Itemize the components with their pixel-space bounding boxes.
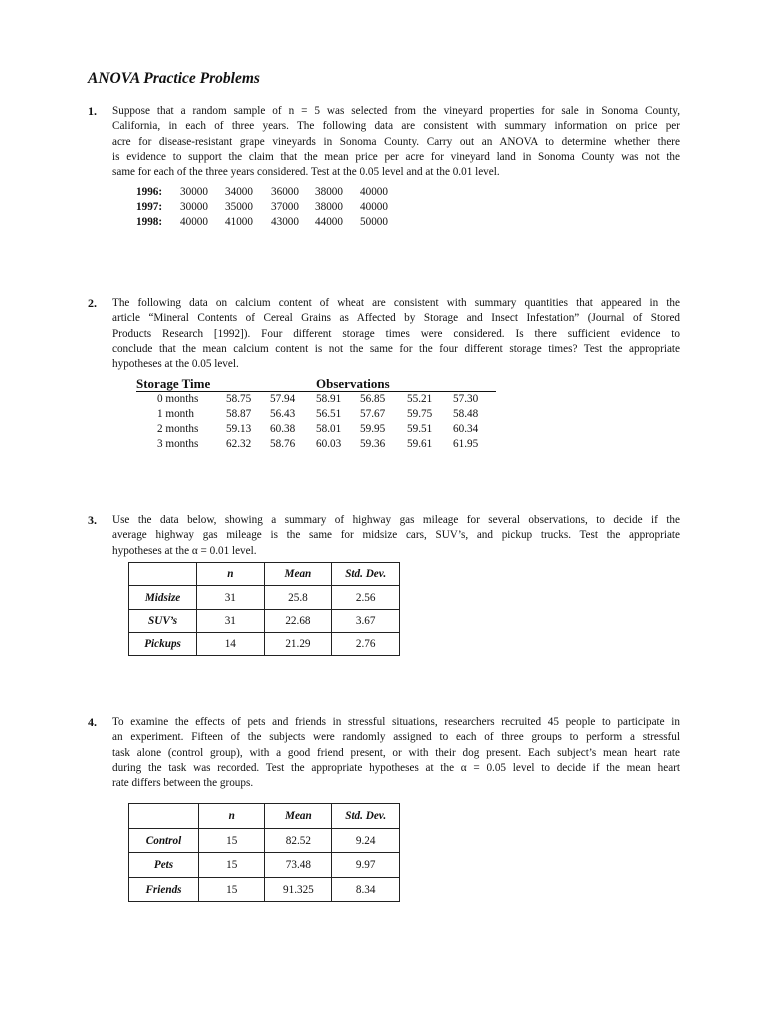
- row-label: Midsize: [129, 586, 197, 610]
- header-cell: Mean: [264, 563, 332, 586]
- text-line: rate differs between the groups.: [112, 777, 254, 790]
- cell: 60.38: [270, 423, 296, 435]
- year-label: 1997:: [136, 201, 163, 213]
- cell: 25.8: [264, 586, 332, 610]
- text-line: hypotheses at the 0.05 level.: [112, 358, 239, 371]
- cell: 15: [199, 853, 265, 878]
- year-label: 1998:: [136, 216, 163, 228]
- price-value: 30000: [180, 186, 208, 198]
- problem-number: 1.: [88, 104, 97, 118]
- column-header: Observations: [316, 376, 390, 391]
- price-value: 40000: [360, 201, 388, 213]
- price-value: 38000: [315, 201, 343, 213]
- cell: 2.76: [332, 633, 400, 656]
- price-value: 40000: [180, 216, 208, 228]
- cell: 58.75: [226, 393, 252, 405]
- price-value: 34000: [225, 186, 253, 198]
- cell: 60.34: [453, 423, 479, 435]
- cell: 58.91: [316, 393, 342, 405]
- price-value: 43000: [271, 216, 299, 228]
- column-header: Storage Time: [136, 376, 211, 391]
- mileage-table: [128, 562, 400, 656]
- cell: 56.43: [270, 408, 296, 420]
- price-value: 41000: [225, 216, 253, 228]
- cell: 82.52: [265, 829, 332, 853]
- cell: 58.76: [270, 438, 296, 450]
- problem-text: [112, 715, 680, 791]
- text-line: an experiment. Fifteen of the subjects were randomly assigned to each of three groups to perform a stressful: [112, 731, 680, 744]
- cell: 57.94: [270, 393, 296, 405]
- price-value: 36000: [271, 186, 299, 198]
- cell: 55.21: [407, 393, 433, 405]
- text-line: Products Research [1992]). Four different storage times were considered. Is there sufficient evidence to: [112, 327, 680, 340]
- text-line: conclude that the mean calcium content is not the same for the four different storage times? Test the appropriate: [112, 342, 680, 355]
- header-rule: [136, 391, 496, 392]
- text-line: Use the data below, showing a summary of highway gas mileage for several observations, to decide if the: [112, 514, 680, 526]
- price-value: 30000: [180, 201, 208, 213]
- table-row: [129, 633, 400, 656]
- header-cell: Std. Dev.: [332, 804, 400, 829]
- cell: 59.51: [407, 423, 433, 435]
- cell: 9.97: [332, 853, 400, 878]
- price-value: 50000: [360, 216, 388, 228]
- cell: 62.32: [226, 438, 252, 450]
- header-cell: [129, 804, 199, 829]
- text-line: acre for disease-resistant grape vineyards in Sonoma County. Carry out an ANOVA to determine whether there: [112, 135, 680, 148]
- row-label: SUV’s: [129, 610, 197, 633]
- table-row: [129, 878, 400, 902]
- price-value: 40000: [360, 186, 388, 198]
- cell: 91.325: [265, 878, 332, 902]
- row-label: Pets: [129, 853, 199, 878]
- text-line: during the task was recorded. Test the appropriate hypotheses at the α = 0.05 level to decide if the mean heart: [112, 761, 680, 774]
- cell: 59.61: [407, 438, 433, 450]
- header-cell: Mean: [265, 804, 332, 829]
- cell: 73.48: [265, 853, 332, 878]
- cell: 60.03: [316, 438, 342, 450]
- cell: 2.56: [332, 586, 400, 610]
- cell: 31: [197, 586, 264, 610]
- row-label: 0 months: [157, 393, 199, 405]
- cell: 59.36: [360, 438, 386, 450]
- table-header-row: [129, 804, 400, 829]
- text-line: article “Mineral Contents of Cereal Grains as Affected by Storage and Insect Infestation” (Journal of Stored: [112, 312, 680, 325]
- cell: 56.51: [316, 408, 342, 420]
- table-row: [129, 829, 400, 853]
- cell: 57.30: [453, 393, 479, 405]
- cell: 58.48: [453, 408, 479, 420]
- text-line: hypotheses at the α = 0.01 level.: [112, 544, 257, 557]
- price-value: 35000: [225, 201, 253, 213]
- cell: 59.13: [226, 423, 252, 435]
- row-label: 2 months: [157, 423, 199, 435]
- cell: 31: [197, 610, 264, 633]
- row-label: 3 months: [157, 438, 199, 450]
- price-value: 44000: [315, 216, 343, 228]
- text-line: Suppose that a random sample of n = 5 was selected from the vineyard properties for sale in Sonoma County,: [112, 105, 680, 117]
- cell: 3.67: [332, 610, 400, 633]
- year-label: 1996:: [136, 186, 163, 198]
- problem-number: 2.: [88, 296, 97, 310]
- row-label: 1 month: [157, 408, 194, 420]
- text-line: same for each of the three years considered. Test at the 0.05 level and at the 0.01 level.: [112, 166, 500, 179]
- text-line: California, in each of three years. The following data are consistent with summary information on price per: [112, 120, 680, 133]
- cell: 22.68: [264, 610, 332, 633]
- cell: 15: [199, 829, 265, 853]
- table-row: [129, 586, 400, 610]
- row-label: Friends: [129, 878, 199, 902]
- problem-number: 4.: [88, 715, 97, 729]
- problem-text: [112, 104, 680, 180]
- cell: 56.85: [360, 393, 386, 405]
- cell: 14: [197, 633, 264, 656]
- cell: 59.75: [407, 408, 433, 420]
- cell: 61.95: [453, 438, 479, 450]
- price-value: 38000: [315, 186, 343, 198]
- text-line: average highway gas mileage is the same for midsize cars, SUV’s, and pickup trucks. Test the appropriate: [112, 529, 680, 542]
- problem-number: 3.: [88, 513, 97, 527]
- cell: 58.87: [226, 408, 252, 420]
- row-label: Control: [129, 829, 199, 853]
- text-line: To examine the effects of pets and friends in stressful situations, researchers recruited 45 people to participate in: [112, 716, 680, 728]
- table-row: [129, 853, 400, 878]
- row-label: Pickups: [129, 633, 197, 656]
- header-cell: n: [197, 563, 264, 586]
- cell: 57.67: [360, 408, 386, 420]
- text-line: The following data on calcium content of wheat are consistent with summary quantities that appeared in the: [112, 297, 680, 309]
- header-cell: Std. Dev.: [332, 563, 400, 586]
- text-line: task alone (control group), with a good friend present, or with their dog present. Each subject’s mean heart rate: [112, 746, 680, 759]
- heart-rate-table: [128, 803, 400, 902]
- cell: 15: [199, 878, 265, 902]
- cell: 21.29: [264, 633, 332, 656]
- price-value: 37000: [271, 201, 299, 213]
- problem-text: [112, 513, 680, 559]
- table-header-row: [129, 563, 400, 586]
- header-cell: n: [199, 804, 265, 829]
- header-cell: [129, 563, 197, 586]
- cell: 59.95: [360, 423, 386, 435]
- cell: 58.01: [316, 423, 342, 435]
- page-title: ANOVA Practice Problems: [88, 70, 260, 87]
- table-row: [129, 610, 400, 633]
- cell: 9.24: [332, 829, 400, 853]
- problem-text: [112, 296, 680, 372]
- text-line: is evidence to support the claim that the mean price per acre for vineyard land in Sonoma County was not the: [112, 150, 680, 163]
- cell: 8.34: [332, 878, 400, 902]
